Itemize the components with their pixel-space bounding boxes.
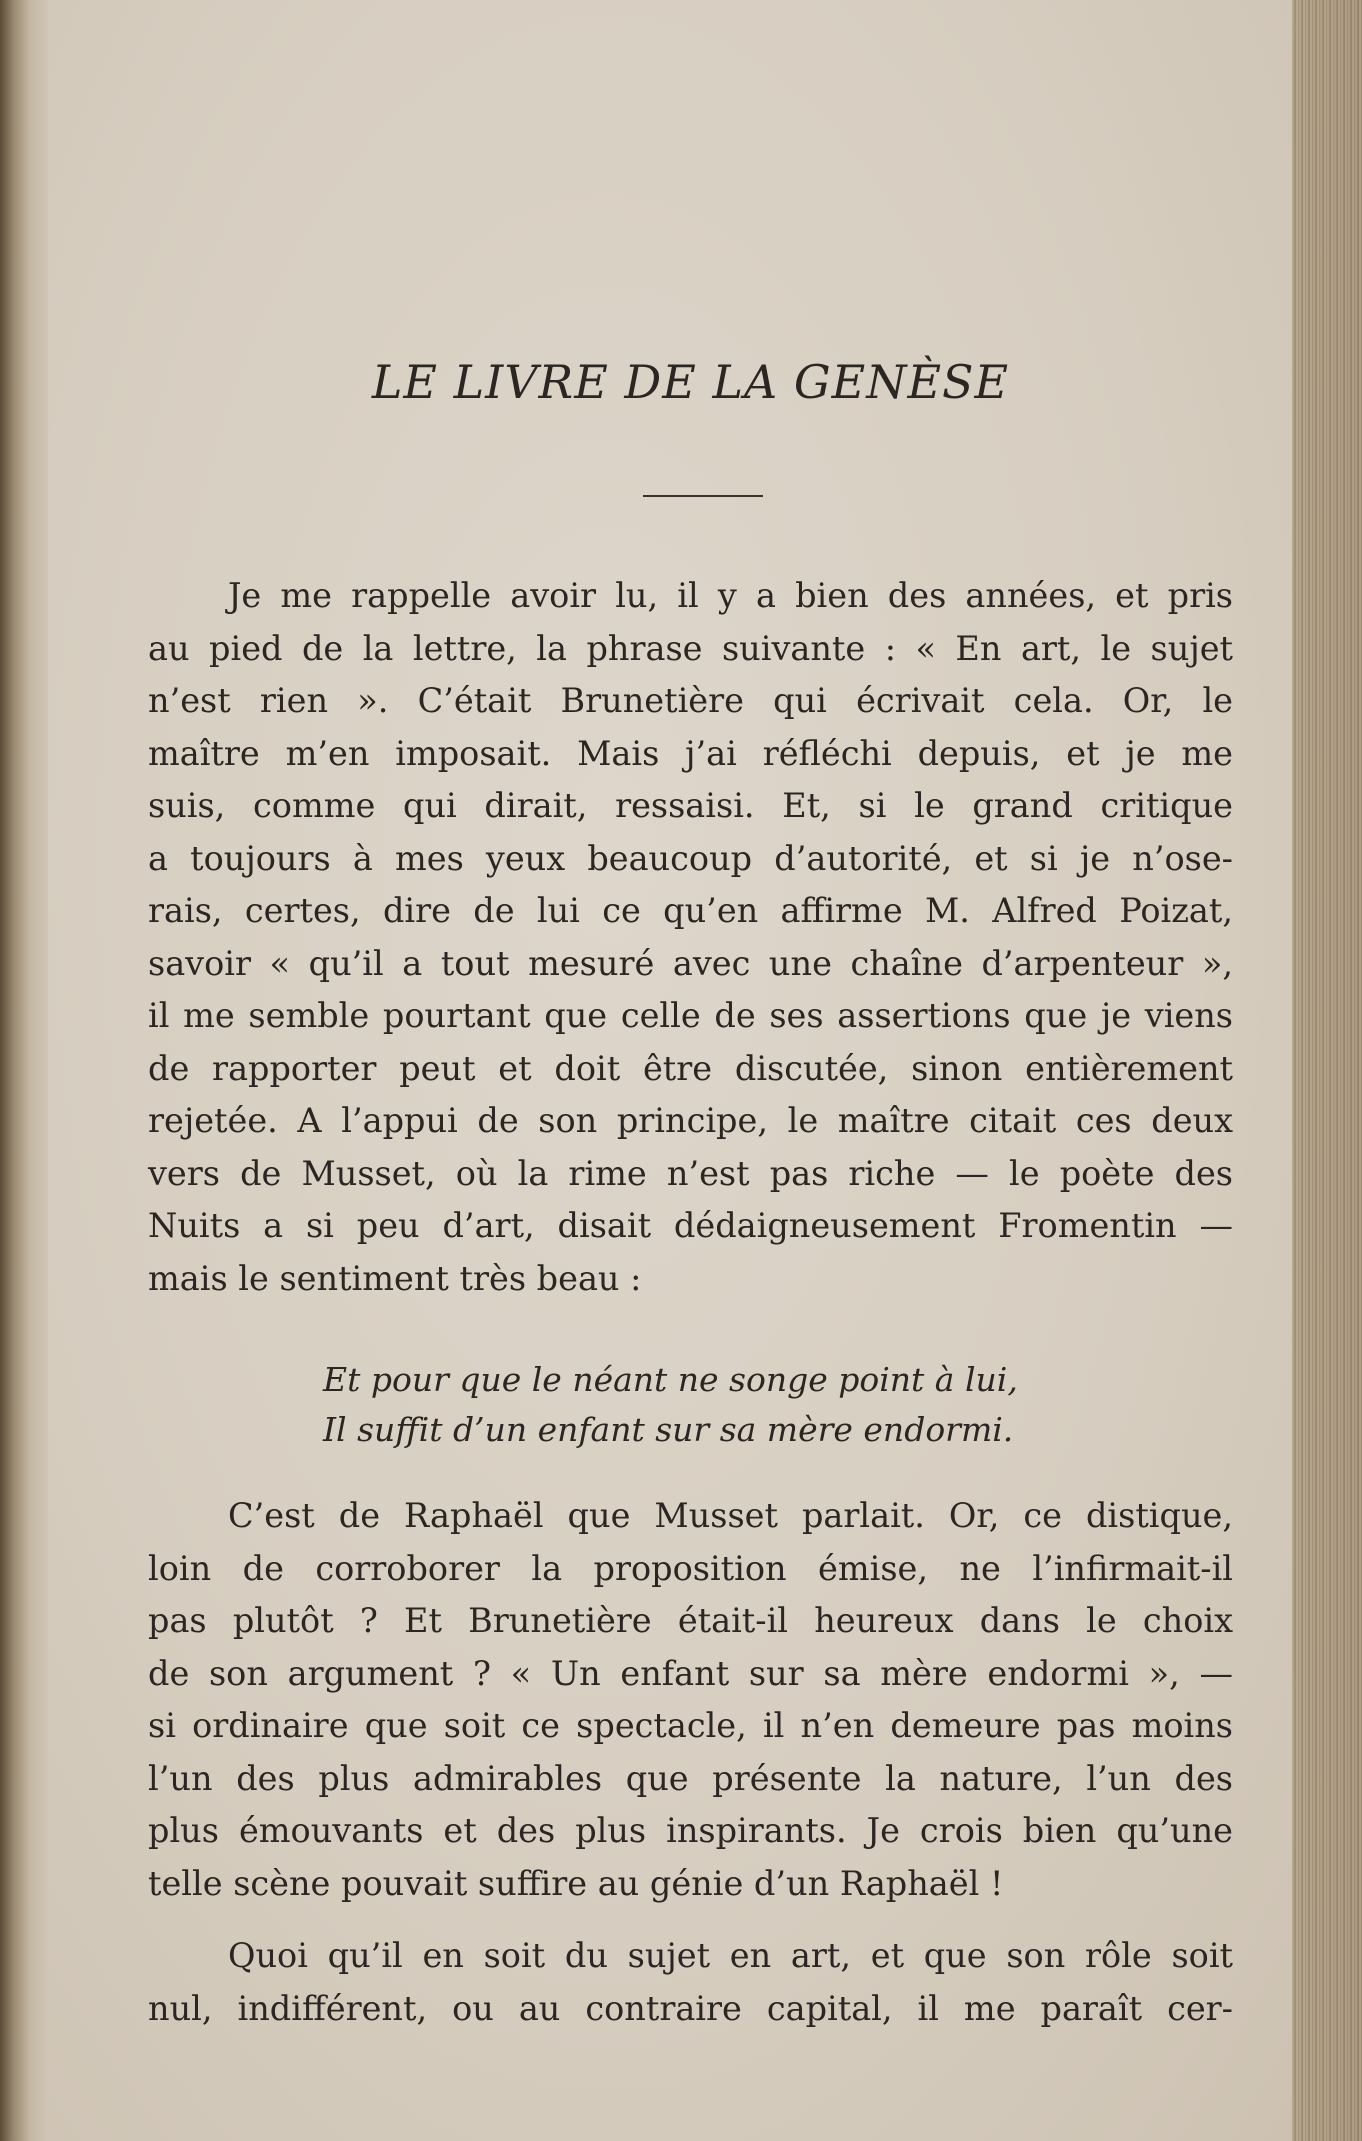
- text-line: mais le sentiment très beau :: [148, 1258, 642, 1298]
- text-line: pas plutôt ? Et Brunetière était-il heureux dans le choix: [148, 1601, 1233, 1640]
- paragraph-3: [148, 1930, 1233, 2035]
- text-line: Je me rappelle avoir lu, il y a bien des années, et pris: [228, 576, 1233, 615]
- verse-line: Il suffit d’un enfant sur sa mère endormi.: [323, 1410, 1014, 1449]
- paragraph-2: [148, 1490, 1233, 1910]
- text-line: C’est de Raphaël que Musset parlait. Or, ce distique,: [228, 1496, 1233, 1535]
- title-divider: [643, 495, 763, 497]
- text-line: plus émouvants et des plus inspirants. Je crois bien qu’une: [148, 1811, 1233, 1850]
- text-line: a toujours à mes yeux beaucoup d’autorité, et si je n’ose-: [148, 838, 1233, 878]
- paragraph-1: [148, 570, 1233, 1305]
- page-paper: [48, 0, 1292, 2141]
- text-line: Nuits a si peu d’art, disait dédaigneusement Fromentin —: [148, 1206, 1233, 1245]
- text-line: rejetée. A l’appui de son principe, le maître citait ces deux: [148, 1101, 1233, 1140]
- text-line: nul, indifférent, ou au contraire capital, il me paraît cer-: [148, 1988, 1233, 2028]
- text-line: rais, certes, dire de lui ce qu’en affirme M. Alfred Poizat,: [148, 891, 1233, 930]
- text-line: Quoi qu’il en soit du sujet en art, et que son rôle soit: [228, 1936, 1233, 1975]
- text-line: si ordinaire que soit ce spectacle, il n’en demeure pas moins: [148, 1706, 1233, 1745]
- text-line: telle scène pouvait suffire au génie d’un Raphaël !: [148, 1863, 1004, 1903]
- verse-quotation: [323, 1355, 1018, 1455]
- text-line: n’est rien ». C’était Brunetière qui écrivait cela. Or, le: [148, 681, 1233, 720]
- text-line: savoir « qu’il a tout mesuré avec une chaîne d’arpenteur »,: [148, 943, 1233, 983]
- text-line: maître m’en imposait. Mais j’ai réfléchi depuis, et je me: [148, 733, 1233, 773]
- text-line: l’un des plus admirables que présente la nature, l’un des: [148, 1758, 1233, 1798]
- text-line: loin de corroborer la proposition émise, ne l’infirmait-il: [148, 1548, 1233, 1588]
- text-line: de son argument ? « Un enfant sur sa mère endormi », —: [148, 1653, 1233, 1693]
- verse-line: Et pour que le néant ne songe point à lui,: [323, 1360, 1018, 1399]
- text-line: suis, comme qui dirait, ressaisi. Et, si le grand critique: [148, 786, 1233, 825]
- text-line: au pied de la lettre, la phrase suivante : « En art, le sujet: [148, 628, 1233, 668]
- page-edges: [1292, 0, 1362, 2141]
- text-line: il me semble pourtant que celle de ses assertions que je viens: [148, 996, 1233, 1035]
- text-line: vers de Musset, où la rime n’est pas riche — le poète des: [148, 1153, 1233, 1193]
- book-gutter: [0, 0, 48, 2141]
- text-line: de rapporter peut et doit être discutée, sinon entièrement: [148, 1048, 1233, 1088]
- chapter-title: LE LIVRE DE LA GENÈSE: [371, 355, 1010, 409]
